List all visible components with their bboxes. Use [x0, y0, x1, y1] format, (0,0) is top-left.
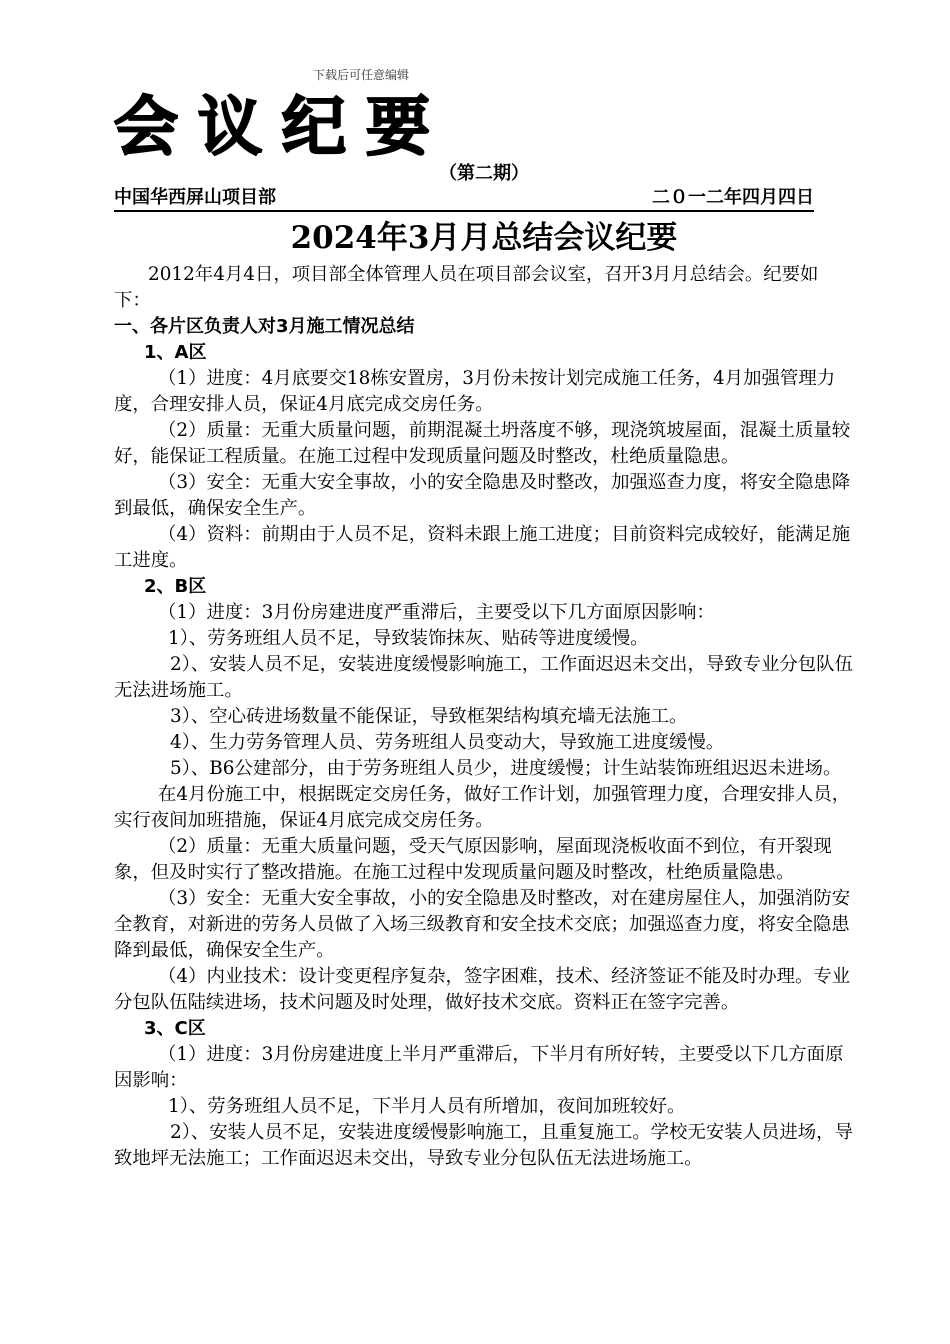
body-paragraph: 3）、空心砖进场数量不能保证，导致框架结构填充墙无法施工。	[170, 706, 688, 727]
department-name: 中国华西屏山项目部	[114, 187, 276, 208]
issue-number: （第二期）	[439, 163, 529, 184]
section-heading: 1、A区	[144, 342, 207, 363]
section-heading: 2、B区	[144, 576, 207, 597]
body-paragraph: （3）安全：无重大安全事故，小的安全隐患及时整改，对在建房屋住人，加强消防安全教育，对新进的劳务人员做了入场三级教育和安全技术交底；加强巡查力度，将安全隐患降到最低，确保安全生产。	[114, 888, 851, 961]
document-date: 二０一二年四月四日	[652, 187, 814, 208]
watermark-text: 下载后可任意编辑	[312, 68, 409, 82]
body-paragraph: （2）质量：无重大质量问题，前期混凝土坍落度不够，现浇筑坡屋面，混凝土质量较好，能保证工程质量。在施工过程中发现质量问题及时整改，杜绝质量隐患。	[114, 420, 851, 467]
section-heading: 3、C区	[144, 1018, 206, 1039]
body-paragraph: 1）、劳务班组人员不足，下半月人员有所增加，夜间加班较好。	[168, 1096, 686, 1117]
section-heading: 一、各片区负责人对3月施工情况总结	[114, 316, 415, 337]
body-paragraph: （4）资料：前期由于人员不足，资料未跟上施工进度；目前资料完成较好，能满足施工进度。	[114, 524, 851, 571]
body-paragraph: （1）进度：3月份房建进度上半月严重滞后，下半月有所好转，主要受以下几方面原因影响：	[114, 1044, 844, 1091]
body-paragraph: 2）、安装人员不足，安装进度缓慢影响施工，工作面迟迟未交出，导致专业分包队伍无法进场施工。	[114, 654, 853, 701]
body-paragraph: （3）安全：无重大安全事故，小的安全隐患及时整改，加强巡查力度，将安全隐患降到最低，确保安全生产。	[114, 472, 851, 519]
body-paragraph: 2）、安装人员不足，安装进度缓慢影响施工，且重复施工。学校无安装人员进场，导致地坪无法施工；工作面迟迟未交出，导致专业分包队伍无法进场施工。	[114, 1122, 853, 1169]
body-paragraph: （1）进度：3月份房建进度严重滞后，主要受以下几方面原因影响：	[158, 602, 715, 623]
body-paragraph: 1）、劳务班组人员不足，导致装饰抹灰、贴砖等进度缓慢。	[168, 628, 649, 649]
body-paragraph: 5）、B6公建部分，由于劳务班组人员少，进度缓慢；计生站装饰班组迟迟未进场。	[170, 758, 842, 779]
document-body	[114, 262, 854, 1172]
body-paragraph: 在4月份施工中，根据既定交房任务，做好工作计划，加强管理力度，合理安排人员，实行夜间加班措施，保证4月底完成交房任务。	[114, 784, 851, 831]
body-paragraph: （4）内业技术：设计变更程序复杂，签字困难，技术、经济签证不能及时办理。专业分包队伍陆续进场，技术问题及时处理，做好技术交底。资料正在签字完善。	[114, 966, 851, 1013]
meeting-title: 2024年3月月总结会议纪要	[290, 220, 678, 256]
body-paragraph: （2）质量：无重大质量问题，受天气原因影响，屋面现浇板收面不到位，有开裂现象，但及时实行了整改措施。在施工过程中发现质量问题及时整改，杜绝质量隐患。	[114, 836, 832, 883]
header-meta-row	[114, 186, 814, 212]
body-paragraph: 2012年4月4日，项目部全体管理人员在项目部会议室，召开3月月总结会。纪要如下：	[114, 264, 819, 311]
body-paragraph: （1）进度：4月底要交18栋安置房，3月份未按计划完成施工任务，4月加强管理力度，合理安排人员，保证4月底完成交房任务。	[114, 368, 836, 415]
body-paragraph: 4）、生力劳务管理人员、劳务班组人员变动大，导致施工进度缓慢。	[170, 732, 725, 753]
document-title: 会议纪要	[114, 90, 450, 165]
